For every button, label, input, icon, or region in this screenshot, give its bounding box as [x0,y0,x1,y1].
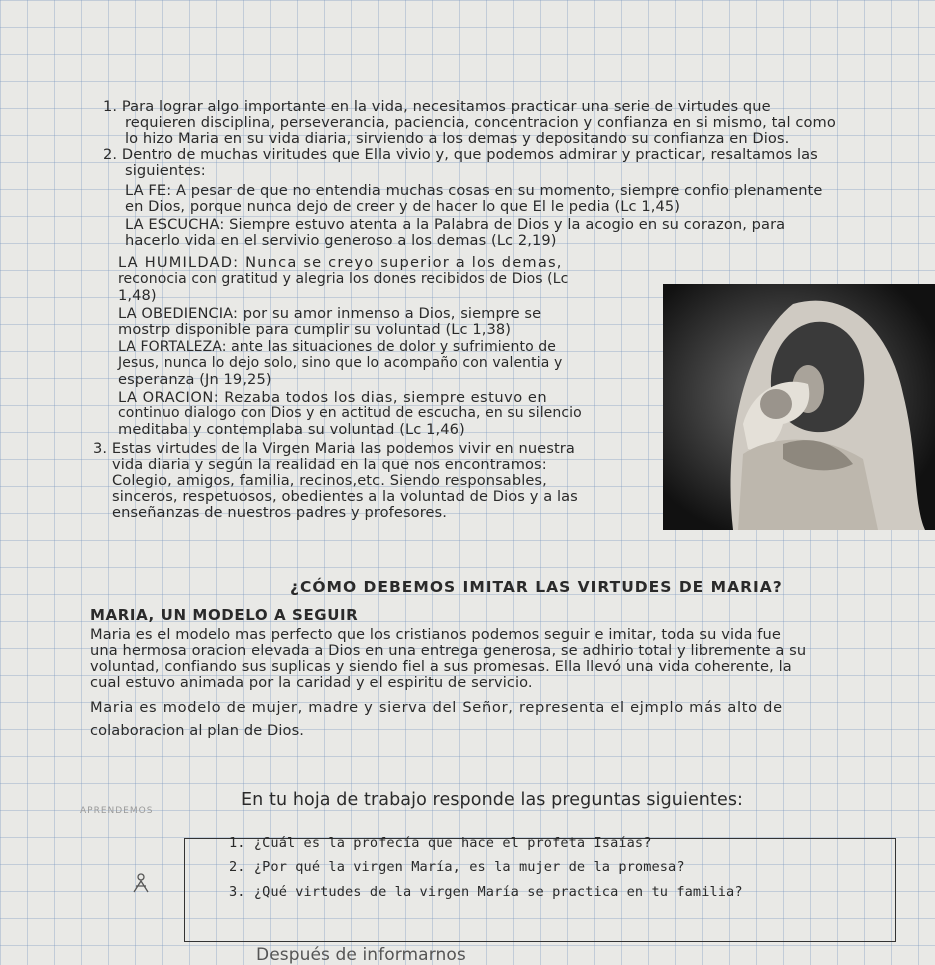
paragraph-line: una hermosa oracion elevada a Dios en una entrega generosa, se adhirio total y libremente a su [90,642,807,659]
item-1-line: 1. Para lograr algo importante en la vida, necesitamos practicar una serie de virtudes que [103,98,771,115]
virtue-escucha-line: hacerlo vida en el servivio generoso a los demas (Lc 2,19) [125,232,557,249]
stamp-label: APRENDEMOS [80,806,154,816]
item-3-line: sinceros, respetuosos, obedientes a la voluntad de Dios y a las [112,488,578,505]
virtue-escucha-line: LA ESCUCHA: Siempre estuvo atenta a la Palabra de Dios y la acogio en su corazon, para [125,216,786,233]
worksheet-instruction: En tu hoja de trabajo responde las preguntas siguientes: [241,790,744,810]
item-1-line: requieren disciplina, perseverancia, paciencia, concentracion y confianza en si mismo, tal como [125,114,836,131]
item-2-line: 2. Dentro de muchas viritudes que Ella vivio y, que podemos admirar y practicar, resaltamos las [103,146,818,163]
virtue-humildad-line: 1,48) [118,287,157,304]
question-item: 3. ¿Qué virtudes de la virgen María se practica en tu familia? [229,884,743,900]
virgin-mary-photo [663,284,935,530]
virtue-oracion-line: continuo dialogo con Dios y en actitud de escucha, en su silencio [118,405,582,421]
figure-icon [130,872,152,894]
paragraph-line: Maria es el modelo mas perfecto que los cristianos podemos seguir e imitar, toda su vida fue [90,626,781,643]
paragraph-line: voluntad, confiando sus suplicas y siendo fiel a sus promesas. Ella llevó una vida coherente, la [90,658,792,675]
item-1-line: lo hizo Maria en su vida diaria, sirviendo a los demas y depositando su confianza en Dios. [125,130,790,147]
paragraph-line: colaboracion al plan de Dios. [90,722,305,739]
item-3-line: Colegio, amigos, familia, recinos,etc. Siendo responsables, [112,472,547,489]
virtue-fortaleza-line: Jesus, nunca lo dejo solo, sino que lo acompaño con valentia y [118,355,563,371]
question-item: 2. ¿Por qué la virgen María, es la mujer de la promesa? [229,859,685,875]
virtue-fortaleza-line: LA FORTALEZA: ante las situaciones de dolor y sufrimiento de [118,339,556,355]
section-heading: ¿CÓMO DEBEMOS IMITAR LAS VIRTUDES DE MARIA? [290,578,783,596]
section-subheading: MARIA, UN MODELO A SEGUIR [90,606,359,624]
paragraph-line: cual estuvo animada por la caridad y el espiritu de servicio. [90,674,533,691]
item-3-line: vida diaria y según la realidad en la que nos encontramos: [112,456,547,473]
virtue-obediencia-line: mostrp disponible para cumplir su voluntad (Lc 1,38) [118,321,512,338]
virtue-fe-line: en Dios, porque nunca dejo de creer y de hacer lo que El le pedia (Lc 1,45) [125,198,681,215]
footer-text: Después de informarnos [256,945,466,965]
item-3-line: 3. Estas virtudes de la Virgen Maria las podemos vivir en nuestra [93,440,575,457]
item-2-line: siguientes: [125,162,206,179]
virtue-fortaleza-line: esperanza (Jn 19,25) [118,371,272,388]
virtue-fe-line: LA FE: A pesar de que no entendia muchas cosas en su momento, siempre confio plenamente [125,182,823,199]
virtue-humildad-line: LA HUMILDAD: Nunca se creyo superior a los demas, [118,254,563,271]
question-item: 1. ¿Cuál es la profecía que hace el profeta Isaías? [229,835,652,851]
virtue-oracion-line: meditaba y contemplaba su voluntad (Lc 1,46) [118,421,465,438]
virtue-oracion-line: LA ORACION: Rezaba todos los dias, siempre estuvo en [118,389,548,406]
virtue-obediencia-line: LA OBEDIENCIA: por su amor inmenso a Dios, siempre se [118,305,542,322]
virtue-humildad-line: reconocia con gratitud y alegria los dones recibidos de Dios (Lc [118,271,569,287]
paragraph-line: Maria es modelo de mujer, madre y sierva del Señor, representa el ejmplo más alto de [90,699,783,716]
item-3-line: enseñanzas de nuestros padres y profesores. [112,504,447,521]
